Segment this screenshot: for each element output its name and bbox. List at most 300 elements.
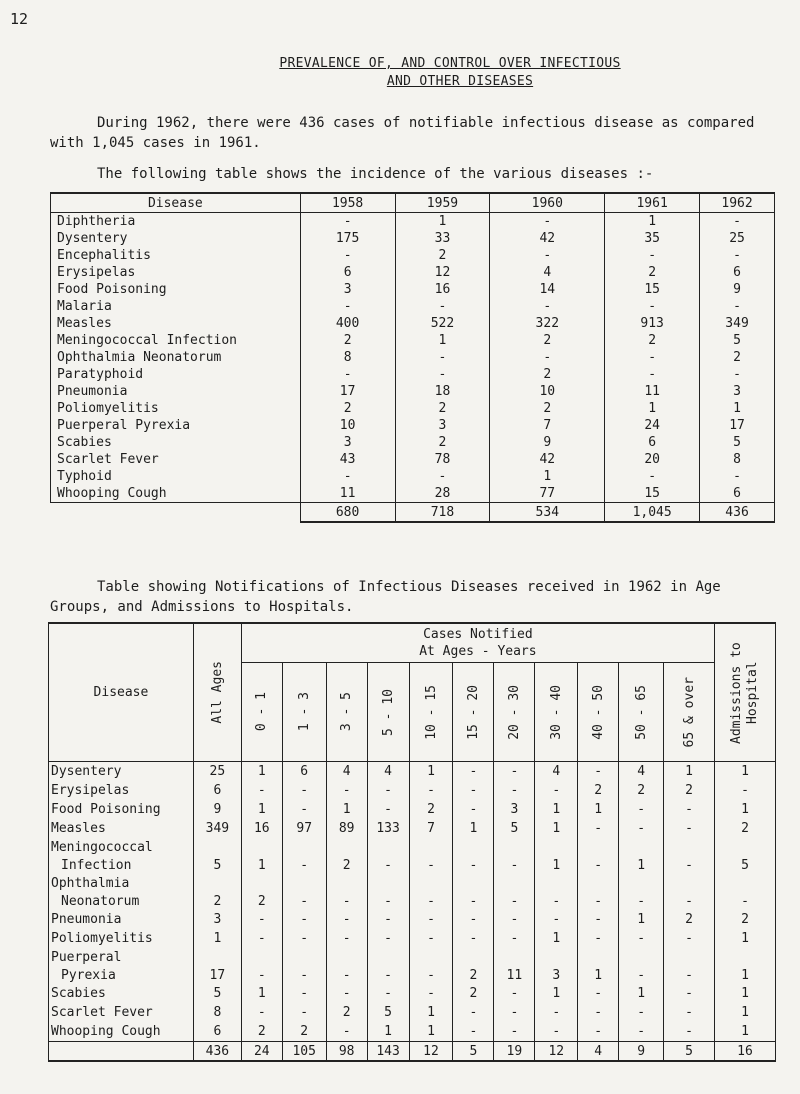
case-count: - bbox=[300, 213, 395, 231]
column-header-year: 1962 bbox=[700, 193, 775, 213]
case-count: 35 bbox=[605, 230, 700, 247]
empty-cell bbox=[578, 948, 619, 966]
incidence-table-header bbox=[51, 193, 775, 213]
column-header-age-group bbox=[241, 663, 282, 762]
case-count: 913 bbox=[605, 315, 700, 332]
totals-row bbox=[51, 503, 775, 523]
case-count: - bbox=[619, 966, 664, 984]
case-count: 4 bbox=[619, 762, 664, 782]
column-header-year: 1960 bbox=[490, 193, 605, 213]
case-count: - bbox=[300, 366, 395, 383]
case-count: - bbox=[664, 856, 715, 874]
case-count: 2 bbox=[395, 247, 490, 264]
empty-cell bbox=[193, 838, 241, 856]
case-count: - bbox=[578, 984, 619, 1003]
disease-name: Ophthalmia Neonatorum bbox=[51, 349, 301, 366]
disease-name: Typhoid bbox=[51, 468, 301, 485]
case-count: 8 bbox=[300, 349, 395, 366]
case-count: - bbox=[453, 1022, 494, 1042]
disease-name: Paratyphoid bbox=[51, 366, 301, 383]
case-count: 1 bbox=[714, 800, 775, 819]
case-count: 43 bbox=[300, 451, 395, 468]
case-count: 6 bbox=[193, 1022, 241, 1042]
age-group-label: 65 & over bbox=[681, 676, 697, 748]
case-count: 1 bbox=[714, 966, 775, 984]
age-group-table-header bbox=[49, 623, 776, 762]
table-row bbox=[51, 434, 775, 451]
case-count: - bbox=[326, 1022, 367, 1042]
case-count: - bbox=[367, 966, 409, 984]
case-count: - bbox=[605, 247, 700, 264]
case-count: 5 bbox=[494, 819, 535, 838]
column-header-age-group bbox=[535, 663, 578, 762]
case-count: 175 bbox=[300, 230, 395, 247]
case-count: 28 bbox=[395, 485, 490, 503]
table-row bbox=[49, 819, 776, 838]
case-count: 1 bbox=[714, 1003, 775, 1022]
page-subtitle: AND OTHER DISEASES bbox=[386, 74, 534, 89]
case-count: 5 bbox=[700, 332, 775, 349]
case-count: - bbox=[300, 247, 395, 264]
case-count: - bbox=[453, 929, 494, 948]
disease-name: Measles bbox=[51, 315, 301, 332]
case-count: 349 bbox=[700, 315, 775, 332]
case-count: - bbox=[664, 929, 715, 948]
intro-paragraph: During 1962, there were 436 cases of notifiable infectious disease as compared with 1,045 cases in 1961. bbox=[50, 115, 755, 151]
case-count: 2 bbox=[664, 910, 715, 929]
case-count: 6 bbox=[700, 485, 775, 503]
case-count: - bbox=[326, 966, 367, 984]
total-value: 16 bbox=[714, 1042, 775, 1062]
disease-name: Food Poisoning bbox=[51, 281, 301, 298]
disease-name: Scarlet Fever bbox=[49, 1003, 194, 1022]
case-count: 2 bbox=[714, 819, 775, 838]
case-count: 9 bbox=[193, 800, 241, 819]
case-count: - bbox=[535, 892, 578, 910]
table-row bbox=[51, 264, 775, 281]
case-count: 1 bbox=[326, 800, 367, 819]
case-count: - bbox=[578, 1022, 619, 1042]
case-count: - bbox=[605, 298, 700, 315]
case-count: - bbox=[490, 247, 605, 264]
total-value: 718 bbox=[395, 503, 490, 523]
age-group-label: 20 - 30 bbox=[506, 684, 522, 740]
case-count: 2 bbox=[395, 434, 490, 451]
age-group-label: 0 - 1 bbox=[254, 692, 270, 732]
page-number: 12 bbox=[10, 10, 29, 28]
disease-name: Encephalitis bbox=[51, 247, 301, 264]
table-row bbox=[51, 417, 775, 434]
case-count: 5 bbox=[714, 856, 775, 874]
table-row bbox=[49, 966, 776, 984]
column-header-all-ages-label: All Ages bbox=[209, 661, 225, 724]
table-row bbox=[51, 468, 775, 485]
table-row bbox=[49, 856, 776, 874]
case-count: - bbox=[282, 856, 326, 874]
case-count: - bbox=[409, 781, 453, 800]
case-count: 1 bbox=[619, 984, 664, 1003]
case-count: - bbox=[453, 1003, 494, 1022]
disease-name: Meningococcal Infection bbox=[51, 332, 301, 349]
case-count: 5 bbox=[193, 856, 241, 874]
case-count: - bbox=[619, 800, 664, 819]
case-count: 2 bbox=[326, 856, 367, 874]
column-header-age-group bbox=[494, 663, 535, 762]
case-count: 1 bbox=[619, 910, 664, 929]
case-count: - bbox=[700, 468, 775, 485]
case-count: 1 bbox=[241, 984, 282, 1003]
case-count: 4 bbox=[490, 264, 605, 281]
case-count: 2 bbox=[241, 1022, 282, 1042]
case-count: 3 bbox=[700, 383, 775, 400]
empty-cell bbox=[409, 838, 453, 856]
case-count: - bbox=[664, 966, 715, 984]
case-count: 11 bbox=[494, 966, 535, 984]
case-count: - bbox=[453, 762, 494, 782]
column-header-cases-notified bbox=[241, 623, 714, 663]
case-count: 1 bbox=[241, 800, 282, 819]
case-count: 6 bbox=[282, 762, 326, 782]
empty-cell bbox=[241, 838, 282, 856]
case-count: - bbox=[282, 781, 326, 800]
case-count: 2 bbox=[490, 332, 605, 349]
total-value: 5 bbox=[664, 1042, 715, 1062]
empty-cell bbox=[367, 948, 409, 966]
case-count: 2 bbox=[453, 966, 494, 984]
column-header-age-group bbox=[367, 663, 409, 762]
case-count: 1 bbox=[453, 819, 494, 838]
table-row bbox=[51, 298, 775, 315]
table-row bbox=[49, 929, 776, 948]
empty-cell bbox=[664, 874, 715, 892]
empty-cell bbox=[241, 948, 282, 966]
case-count: - bbox=[494, 929, 535, 948]
case-count: 3 bbox=[300, 434, 395, 451]
table-row bbox=[51, 281, 775, 298]
total-value: 24 bbox=[241, 1042, 282, 1062]
case-count: - bbox=[395, 349, 490, 366]
table-row bbox=[51, 247, 775, 264]
age-group-table-body bbox=[49, 762, 776, 1062]
disease-name: Erysipelas bbox=[49, 781, 194, 800]
case-count: - bbox=[241, 966, 282, 984]
case-count: 1 bbox=[578, 800, 619, 819]
case-count: - bbox=[282, 966, 326, 984]
empty-cell bbox=[714, 838, 775, 856]
case-count: 5 bbox=[193, 984, 241, 1003]
case-count: - bbox=[282, 892, 326, 910]
cases-notified-label: Cases Notified bbox=[423, 627, 533, 642]
column-header-age-group bbox=[578, 663, 619, 762]
total-value: 19 bbox=[494, 1042, 535, 1062]
case-count: 2 bbox=[605, 264, 700, 281]
case-count: - bbox=[494, 856, 535, 874]
table-row bbox=[51, 485, 775, 503]
empty-cell bbox=[193, 874, 241, 892]
case-count: 11 bbox=[300, 485, 395, 503]
empty-cell bbox=[619, 948, 664, 966]
case-count: 1 bbox=[395, 332, 490, 349]
case-count: - bbox=[619, 892, 664, 910]
case-count: 522 bbox=[395, 315, 490, 332]
disease-name: Scabies bbox=[51, 434, 301, 451]
column-header-age-group bbox=[619, 663, 664, 762]
case-count: 1 bbox=[535, 856, 578, 874]
age-group-table bbox=[48, 622, 776, 1062]
age-group-label: 15 - 20 bbox=[465, 684, 481, 740]
case-count: 3 bbox=[395, 417, 490, 434]
case-count: - bbox=[664, 1003, 715, 1022]
empty-cell bbox=[578, 838, 619, 856]
case-count: 1 bbox=[241, 856, 282, 874]
empty-cell bbox=[282, 838, 326, 856]
age-group-label: 1 - 3 bbox=[296, 692, 312, 732]
case-count: - bbox=[664, 984, 715, 1003]
disease-name: Malaria bbox=[51, 298, 301, 315]
case-count: 17 bbox=[193, 966, 241, 984]
empty-cell bbox=[578, 874, 619, 892]
case-count: - bbox=[700, 298, 775, 315]
column-header-all-ages bbox=[193, 623, 241, 762]
case-count: 89 bbox=[326, 819, 367, 838]
case-count: 2 bbox=[395, 400, 490, 417]
case-count: - bbox=[490, 213, 605, 231]
case-count: 9 bbox=[490, 434, 605, 451]
case-count: 33 bbox=[395, 230, 490, 247]
case-count: - bbox=[700, 247, 775, 264]
case-count: 2 bbox=[490, 400, 605, 417]
totals-blank bbox=[49, 1042, 194, 1062]
table-row bbox=[49, 1003, 776, 1022]
disease-name: Meningococcal bbox=[49, 838, 194, 856]
table-row bbox=[51, 213, 775, 231]
case-count: 2 bbox=[605, 332, 700, 349]
case-count: - bbox=[395, 298, 490, 315]
case-count: 1 bbox=[490, 468, 605, 485]
case-count: - bbox=[664, 819, 715, 838]
total-value: 9 bbox=[619, 1042, 664, 1062]
table-row bbox=[49, 984, 776, 1003]
disease-name: Scarlet Fever bbox=[51, 451, 301, 468]
empty-cell bbox=[619, 874, 664, 892]
case-count: - bbox=[282, 1003, 326, 1022]
case-count: 7 bbox=[409, 819, 453, 838]
empty-cell bbox=[326, 838, 367, 856]
case-count: 25 bbox=[193, 762, 241, 782]
case-count: 1 bbox=[409, 1022, 453, 1042]
disease-name: Dysentery bbox=[51, 230, 301, 247]
table-row bbox=[49, 800, 776, 819]
case-count: 42 bbox=[490, 230, 605, 247]
case-count: 78 bbox=[395, 451, 490, 468]
case-count: - bbox=[300, 298, 395, 315]
case-count: - bbox=[395, 366, 490, 383]
disease-name: Pneumonia bbox=[49, 910, 194, 929]
age-group-label: 40 - 50 bbox=[590, 684, 606, 740]
age-group-label: 50 - 65 bbox=[633, 684, 649, 740]
empty-cell bbox=[494, 948, 535, 966]
table-row bbox=[51, 400, 775, 417]
empty-cell bbox=[664, 838, 715, 856]
case-count: - bbox=[453, 781, 494, 800]
case-count: 3 bbox=[193, 910, 241, 929]
case-count: - bbox=[490, 349, 605, 366]
total-value: 436 bbox=[700, 503, 775, 523]
case-count: - bbox=[409, 910, 453, 929]
totals-row bbox=[49, 1042, 776, 1062]
column-header-year: 1959 bbox=[395, 193, 490, 213]
at-ages-label: At Ages - Years bbox=[419, 644, 537, 659]
case-count: - bbox=[326, 781, 367, 800]
case-count: - bbox=[494, 910, 535, 929]
column-header-disease: Disease bbox=[51, 193, 301, 213]
case-count: - bbox=[494, 1022, 535, 1042]
case-count: - bbox=[367, 984, 409, 1003]
incidence-table bbox=[50, 192, 775, 523]
column-header-age-group bbox=[282, 663, 326, 762]
case-count: 2 bbox=[700, 349, 775, 366]
case-count: - bbox=[326, 984, 367, 1003]
case-count: 5 bbox=[367, 1003, 409, 1022]
case-count: - bbox=[241, 910, 282, 929]
case-count: 4 bbox=[367, 762, 409, 782]
case-count: - bbox=[578, 1003, 619, 1022]
case-count: 2 bbox=[241, 892, 282, 910]
total-value: 143 bbox=[367, 1042, 409, 1062]
case-count: 2 bbox=[300, 400, 395, 417]
age-group-label: 5 - 10 bbox=[380, 688, 396, 736]
case-count: 6 bbox=[300, 264, 395, 281]
column-header-age-group bbox=[664, 663, 715, 762]
case-count: - bbox=[409, 892, 453, 910]
case-count: - bbox=[619, 929, 664, 948]
case-count: 16 bbox=[395, 281, 490, 298]
case-count: 1 bbox=[714, 762, 775, 782]
disease-name: Dysentery bbox=[49, 762, 194, 782]
case-count: 1 bbox=[535, 800, 578, 819]
incidence-table-body bbox=[51, 213, 775, 523]
case-count: - bbox=[619, 819, 664, 838]
disease-name: Ophthalmia bbox=[49, 874, 194, 892]
case-count: - bbox=[700, 213, 775, 231]
disease-name: Neonatorum bbox=[49, 892, 194, 910]
case-count: 133 bbox=[367, 819, 409, 838]
case-count: - bbox=[664, 892, 715, 910]
case-count: 1 bbox=[714, 1022, 775, 1042]
table-row bbox=[51, 315, 775, 332]
empty-cell bbox=[453, 838, 494, 856]
case-count: 14 bbox=[490, 281, 605, 298]
table-row-label bbox=[49, 874, 776, 892]
disease-name: Scabies bbox=[49, 984, 194, 1003]
case-count: 2 bbox=[578, 781, 619, 800]
column-header-age-group bbox=[326, 663, 367, 762]
table2-intro: Table showing Notifications of Infectious Diseases received in 1962 in Age Groups, and Admissions to Hospitals. bbox=[50, 579, 721, 615]
empty-cell bbox=[326, 874, 367, 892]
case-count: 24 bbox=[605, 417, 700, 434]
case-count: 1 bbox=[409, 762, 453, 782]
case-count: - bbox=[326, 929, 367, 948]
case-count: 10 bbox=[490, 383, 605, 400]
case-count: - bbox=[535, 1022, 578, 1042]
case-count: - bbox=[282, 910, 326, 929]
case-count: 2 bbox=[409, 800, 453, 819]
case-count: - bbox=[282, 984, 326, 1003]
case-count: 25 bbox=[700, 230, 775, 247]
case-count: - bbox=[664, 1022, 715, 1042]
disease-name: Pyrexia bbox=[49, 966, 194, 984]
case-count: - bbox=[578, 856, 619, 874]
case-count: - bbox=[714, 781, 775, 800]
case-count: - bbox=[619, 1003, 664, 1022]
column-header-year: 1961 bbox=[605, 193, 700, 213]
case-count: - bbox=[409, 929, 453, 948]
case-count: 2 bbox=[300, 332, 395, 349]
total-value: 1,045 bbox=[605, 503, 700, 523]
column-header-admissions bbox=[714, 623, 775, 762]
case-count: 17 bbox=[300, 383, 395, 400]
table-row bbox=[51, 332, 775, 349]
case-count: - bbox=[578, 762, 619, 782]
age-group-label: 30 - 40 bbox=[548, 684, 564, 740]
empty-cell bbox=[535, 838, 578, 856]
case-count: 2 bbox=[326, 1003, 367, 1022]
case-count: - bbox=[409, 856, 453, 874]
case-count: - bbox=[282, 929, 326, 948]
empty-cell bbox=[453, 874, 494, 892]
case-count: - bbox=[605, 366, 700, 383]
case-count: - bbox=[535, 910, 578, 929]
case-count: 1 bbox=[367, 1022, 409, 1042]
column-header-age-group bbox=[409, 663, 453, 762]
total-value: 12 bbox=[409, 1042, 453, 1062]
case-count: - bbox=[241, 929, 282, 948]
case-count: - bbox=[300, 468, 395, 485]
case-count: 1 bbox=[535, 929, 578, 948]
case-count: 2 bbox=[490, 366, 605, 383]
case-count: 6 bbox=[193, 781, 241, 800]
empty-cell bbox=[409, 948, 453, 966]
case-count: - bbox=[605, 349, 700, 366]
case-count: - bbox=[664, 800, 715, 819]
case-count: 1 bbox=[619, 856, 664, 874]
case-count: 2 bbox=[453, 984, 494, 1003]
empty-cell bbox=[241, 874, 282, 892]
table-row bbox=[49, 910, 776, 929]
case-count: 42 bbox=[490, 451, 605, 468]
case-count: - bbox=[367, 892, 409, 910]
case-count: - bbox=[494, 1003, 535, 1022]
case-count: 18 bbox=[395, 383, 490, 400]
case-count: 4 bbox=[326, 762, 367, 782]
total-value: 98 bbox=[326, 1042, 367, 1062]
case-count: 3 bbox=[494, 800, 535, 819]
column-header-year: 1958 bbox=[300, 193, 395, 213]
case-count: 1 bbox=[714, 929, 775, 948]
case-count: 1 bbox=[241, 762, 282, 782]
table-row bbox=[51, 349, 775, 366]
case-count: 1 bbox=[395, 213, 490, 231]
case-count: 1 bbox=[409, 1003, 453, 1022]
case-count: 15 bbox=[605, 485, 700, 503]
disease-name: Puerperal Pyrexia bbox=[51, 417, 301, 434]
column-header-age-group bbox=[453, 663, 494, 762]
case-count: 1 bbox=[605, 400, 700, 417]
case-count: 1 bbox=[605, 213, 700, 231]
case-count: - bbox=[326, 892, 367, 910]
empty-cell bbox=[453, 948, 494, 966]
case-count: - bbox=[395, 468, 490, 485]
